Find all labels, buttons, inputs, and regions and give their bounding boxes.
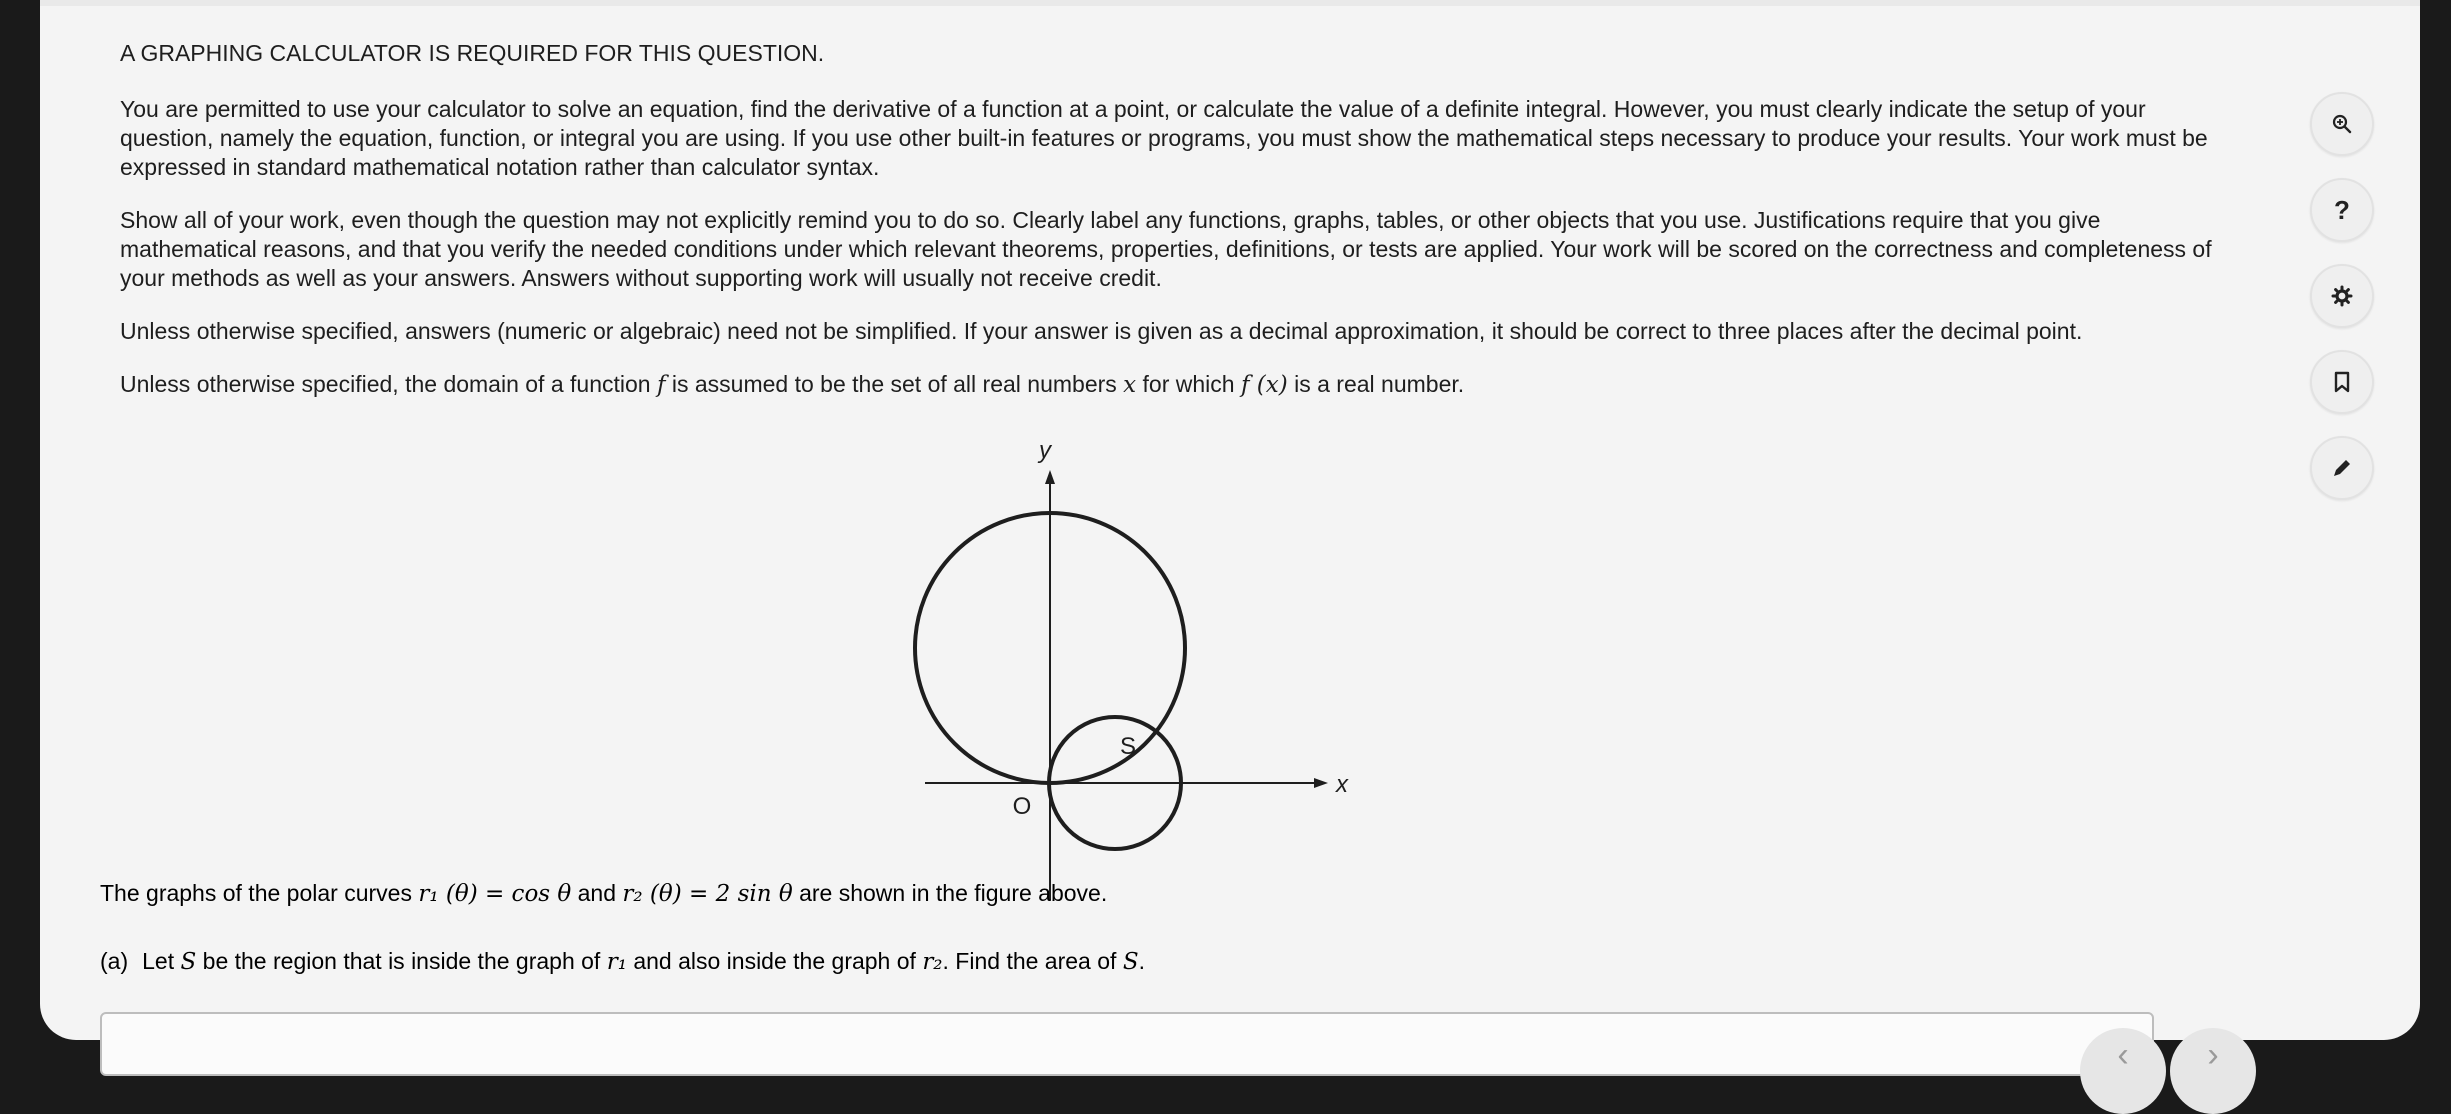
domain-f: f	[656, 372, 666, 398]
annotate-button[interactable]	[2310, 436, 2374, 500]
calculator-required-heading: A GRAPHING CALCULATOR IS REQUIRED FOR THIS QUESTION.	[120, 40, 825, 66]
origin-label: O	[1012, 793, 1032, 820]
pencil-icon	[2330, 456, 2354, 480]
settings-button[interactable]	[2310, 264, 2374, 328]
domain-text-mid2: for which	[1136, 371, 1241, 397]
zoom-icon	[2330, 112, 2354, 136]
region-s-label: S	[1119, 733, 1137, 760]
caption-and: and	[571, 880, 623, 906]
part-a-pre: Let	[142, 948, 181, 974]
part-a-s: S	[180, 949, 197, 975]
part-a-mid2: and also inside the graph of	[626, 948, 923, 974]
screen-top-edge	[40, 0, 2420, 6]
answer-input-box[interactable]	[100, 1012, 2154, 1076]
question-content	[120, 40, 2260, 424]
part-a-mid3: . Find the area of	[942, 948, 1123, 974]
help-icon: ?	[2334, 194, 2350, 225]
part-a-r1: r₁	[606, 949, 627, 975]
part-a-s2: S	[1122, 949, 1139, 975]
calculator-instructions: You are permitted to use your calculator to solve an equation, find the derivative of a function at a point, or calculate the value of a definite integral. However, you must clearly indicate the setup of your question, namely the equation, function, or integral you are using. If you use other built-in features or programs, you must show the mathematical steps necessary to produce your results. Your work must be expressed in standard mathematical notation rather than calculator syntax.	[120, 96, 2208, 180]
caption-r2-equation: r₂ (θ) = 2 sin θ	[622, 881, 793, 907]
question-screen	[40, 0, 2420, 1074]
polar-curves-figure	[880, 437, 1380, 910]
domain-fx: f (x)	[1240, 372, 1288, 398]
part-a-mid: be the region that is inside the graph of	[196, 948, 607, 974]
side-toolbar	[2310, 92, 2380, 522]
domain-instructions	[120, 370, 2220, 400]
domain-text-post: is a real number.	[1287, 371, 1465, 397]
simplify-instructions: Unless otherwise specified, answers (numeric or algebraic) need not be simplified. If your answer is given as a decimal approximation, it should be correct to three places after the decimal point.	[120, 318, 2083, 344]
part-a-prompt	[100, 948, 1145, 975]
caption-pre: The graphs of the polar curves	[100, 880, 419, 906]
bookmark-button[interactable]	[2310, 350, 2374, 414]
zoom-button[interactable]	[2310, 92, 2374, 156]
polar-curves-graph	[880, 437, 1380, 910]
gear-icon	[2330, 284, 2354, 308]
domain-text-pre: Unless otherwise specified, the domain of a function	[120, 371, 657, 397]
chevron-right-icon: ›	[2207, 1036, 2219, 1074]
bookmark-icon	[2330, 370, 2354, 394]
next-button[interactable]	[2170, 1028, 2256, 1114]
x-axis-arrow	[1314, 778, 1328, 788]
y-axis-label: y	[1039, 437, 1051, 464]
figure-caption	[100, 880, 1107, 907]
domain-x: x	[1123, 372, 1137, 398]
part-a-r2: r₂	[922, 949, 943, 975]
previous-button[interactable]	[2080, 1028, 2166, 1114]
chevron-left-icon: ‹	[2117, 1036, 2129, 1074]
help-button[interactable]	[2310, 178, 2374, 242]
caption-post: are shown in the figure above.	[792, 880, 1108, 906]
show-work-instructions: Show all of your work, even though the question may not explicitly remind you to do so. Clearly label any functions, graphs, tables, or other objects that you use. Justifications require that you give mathematical reasons, and that you verify the needed conditions under which relevant theorems, properties, definitions, or tests are applied. Your work will be scored on the correctness and completeness of your methods as well as your answers. Answers without supporting work will usually not receive credit.	[120, 207, 2212, 291]
caption-r1-equation: r₁ (θ) = cos θ	[418, 881, 572, 907]
part-a-label: (a)	[100, 948, 129, 974]
y-axis-arrow	[1045, 470, 1055, 484]
x-axis-label: x	[1336, 771, 1348, 798]
domain-text-mid: is assumed to be the set of all real numbers	[665, 371, 1124, 397]
part-a-post: .	[1138, 948, 1145, 974]
